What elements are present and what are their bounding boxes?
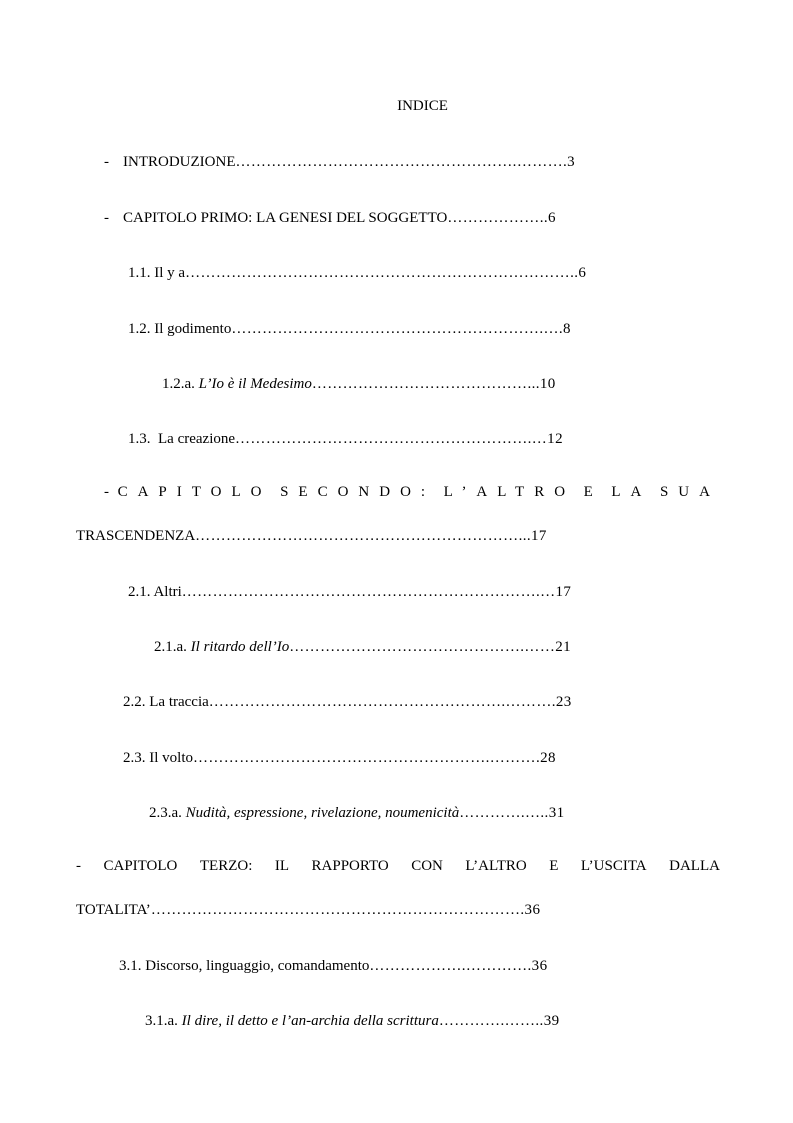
- entry-label: L’Io è il Medesimo: [198, 376, 312, 392]
- bullet: -: [104, 210, 109, 226]
- entry-leader-page: …………………………………………………….….8: [231, 321, 571, 337]
- bullet: -: [104, 154, 109, 170]
- heading-word: CAPITOLO: [117, 484, 272, 500]
- page-title: INDICE: [397, 98, 448, 114]
- entry-number: 2.3.: [123, 750, 146, 766]
- toc-entry-2-3[interactable]: [123, 749, 556, 767]
- entry-number: 2.2.: [123, 694, 146, 710]
- heading-word: L’ALTRO: [443, 484, 576, 500]
- heading-word: CON: [411, 858, 443, 874]
- entry-label: Il volto: [149, 750, 193, 766]
- heading-word: E: [583, 484, 603, 500]
- entry-number: 2.3.a.: [149, 805, 182, 821]
- entry-number: 1.2.a.: [162, 376, 195, 392]
- bullet: -: [76, 858, 81, 874]
- entry-label: INTRODUZIONE: [123, 154, 236, 170]
- toc-entry-1-1[interactable]: [128, 264, 586, 282]
- entry-number: 2.1.: [128, 584, 151, 600]
- toc-entry-capitolo-primo[interactable]: [104, 209, 556, 227]
- entry-leader-page: ……………………………………………………………….36: [150, 902, 541, 918]
- entry-leader-page: ………………………………………………….…12: [235, 431, 563, 447]
- entry-leader-page: ………………………………………………………...17: [195, 528, 547, 544]
- entry-number: 2.1.a.: [154, 639, 187, 655]
- bullet: -: [104, 484, 109, 500]
- entry-label: Il y a: [154, 265, 186, 281]
- toc-entry-capitolo-secondo-cont[interactable]: [76, 527, 547, 545]
- entry-label: Nudità, espressione, rivelazione, noumenicità: [185, 805, 460, 821]
- entry-leader-page: ………………………………………………….……….28: [193, 750, 556, 766]
- entry-label: TRASCENDENZA: [76, 528, 196, 544]
- entry-leader-page: ………….…..31: [459, 805, 565, 821]
- entry-leader-page: ……………….………….36: [369, 958, 548, 974]
- toc-entry-1-2-a[interactable]: [162, 375, 556, 393]
- entry-leader-page: ………………………………………………….……….23: [208, 694, 572, 710]
- toc-entry-2-1-a[interactable]: [154, 638, 571, 656]
- heading-word: CAPITOLO: [103, 858, 178, 874]
- toc-entry-capitolo-terzo[interactable]: [76, 857, 720, 875]
- entry-label: Altri: [153, 584, 182, 600]
- entry-leader-page: …………………………………………………………….…17: [181, 584, 572, 600]
- entry-label: CAPITOLO PRIMO: LA GENESI DEL SOGGETTO: [123, 210, 448, 226]
- entry-number: 3.1.: [119, 958, 142, 974]
- heading-word: TERZO:: [199, 858, 253, 874]
- heading-word: SUA: [659, 484, 720, 500]
- toc-entry-introduzione[interactable]: [104, 153, 575, 171]
- entry-label: TOTALITA’: [76, 902, 151, 918]
- entry-number: 1.3.: [128, 431, 151, 447]
- entry-label: Il godimento: [154, 321, 232, 337]
- toc-entry-capitolo-secondo[interactable]: [104, 483, 720, 501]
- entry-leader-page: ……………………………………...10: [311, 376, 556, 392]
- toc-entry-capitolo-terzo-cont[interactable]: [76, 901, 540, 919]
- entry-leader-page: …………………………………………………………………..6: [185, 265, 587, 281]
- entry-leader-page: ……………………………………….……21: [289, 639, 572, 655]
- entry-label: Il dire, il detto e l’an-archia della scrittura: [181, 1013, 439, 1029]
- heading-word: SECONDO:: [280, 484, 436, 500]
- toc-entry-2-1[interactable]: [128, 583, 571, 601]
- heading-word: RAPPORTO: [311, 858, 389, 874]
- toc-entry-1-3[interactable]: [128, 430, 563, 448]
- entry-number: 3.1.a.: [145, 1013, 178, 1029]
- toc-entry-3-1[interactable]: [119, 957, 547, 975]
- heading-word: DALLA: [669, 858, 720, 874]
- entry-leader-page: ………………..6: [447, 210, 556, 226]
- toc-entry-2-2[interactable]: [123, 693, 572, 711]
- heading-word: E: [549, 858, 559, 874]
- entry-number: 1.1.: [128, 265, 151, 281]
- heading-word: L’ALTRO: [465, 858, 527, 874]
- heading-word: L’USCITA: [580, 858, 647, 874]
- entry-label: Discorso, linguaggio, comandamento: [145, 958, 370, 974]
- toc-entry-1-2[interactable]: [128, 320, 571, 338]
- toc-entry-2-3-a[interactable]: [149, 804, 565, 822]
- entry-label: La creazione: [158, 431, 236, 447]
- entry-number: 1.2.: [128, 321, 151, 337]
- entry-label: Il ritardo dell’Io: [190, 639, 290, 655]
- heading-word: IL: [274, 858, 290, 874]
- heading-word: LA: [611, 484, 652, 500]
- toc-entry-3-1-a[interactable]: [145, 1012, 560, 1030]
- entry-leader-page: ………….……..39: [438, 1013, 560, 1029]
- entry-leader-page: ……………………………………………….……….3: [235, 154, 576, 170]
- entry-label: La traccia: [149, 694, 209, 710]
